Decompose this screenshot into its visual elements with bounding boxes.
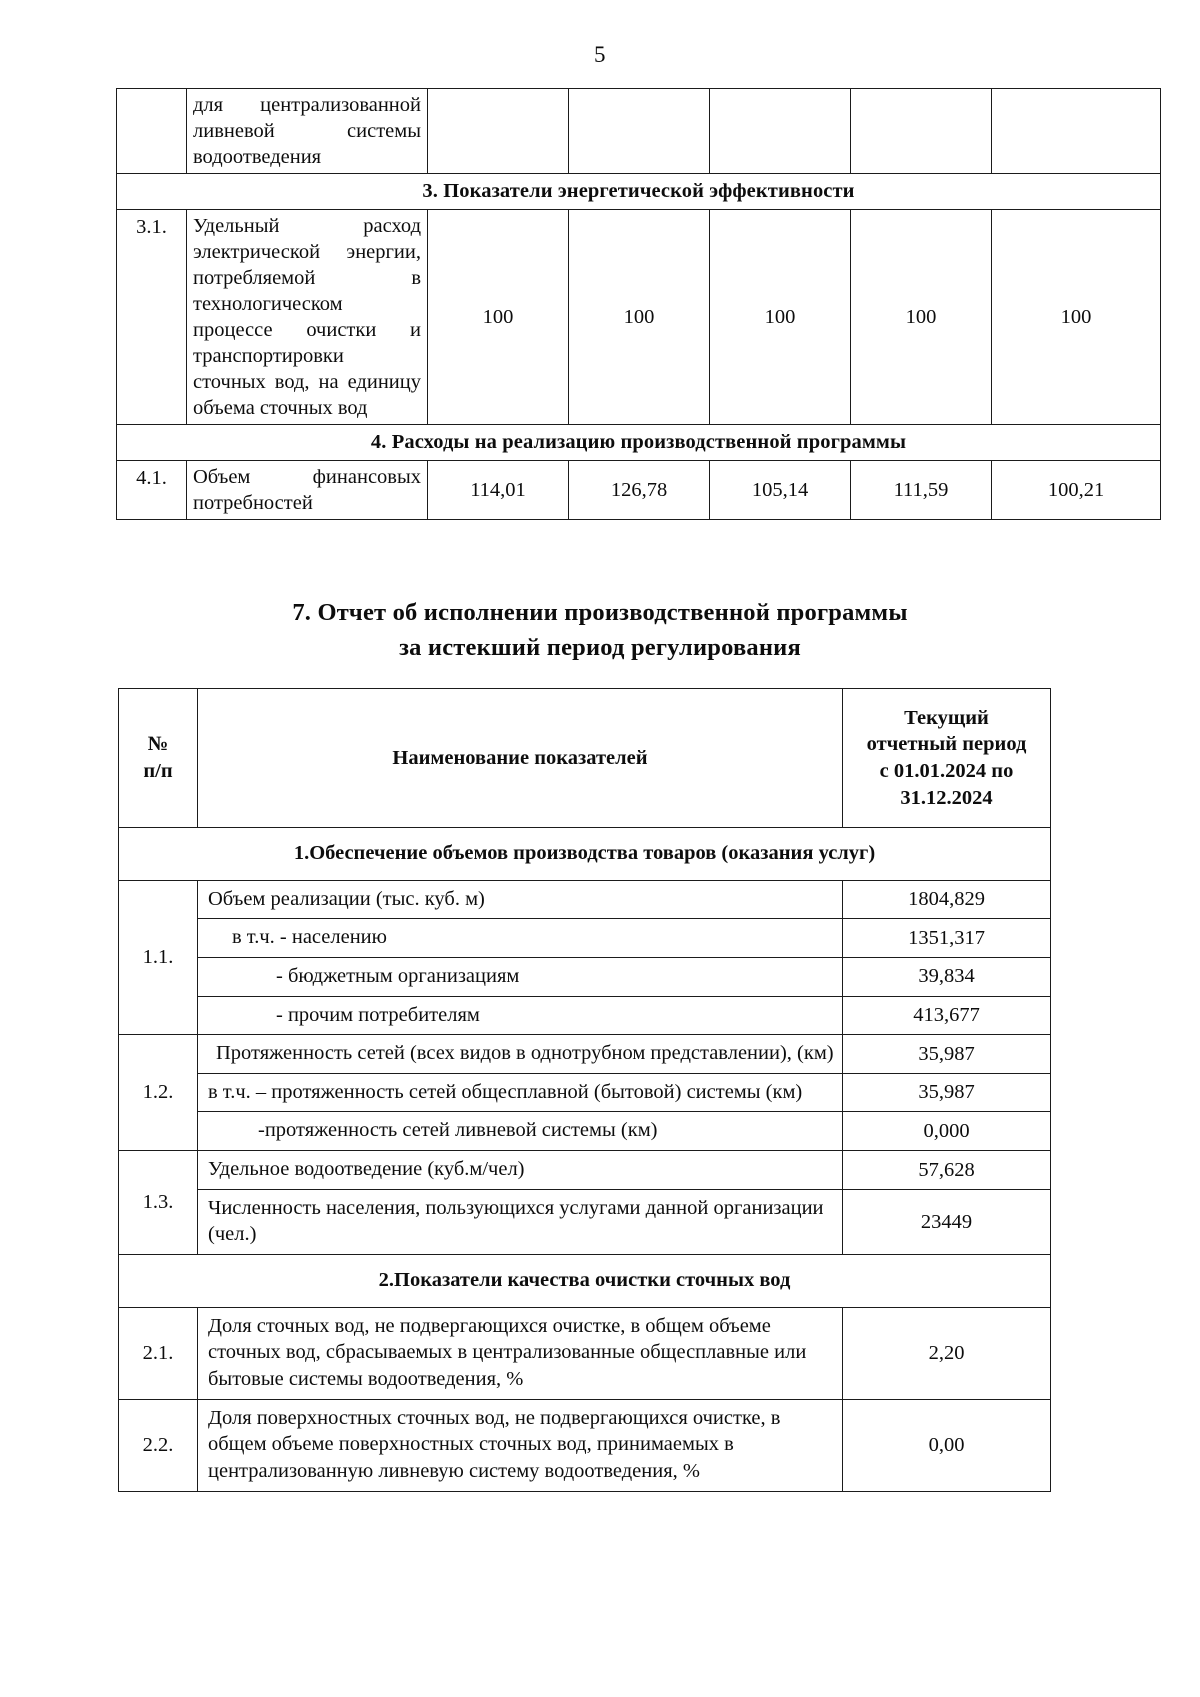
column-header-number-line1: № (147, 733, 169, 756)
table-row (119, 919, 1051, 958)
row-number-cell: 1.3. (119, 1151, 198, 1255)
value-cell: 39,834 (843, 957, 1051, 996)
table-row (119, 1112, 1051, 1151)
heading-line-1: 7. Отчет об исполнении производственной программы (292, 599, 908, 626)
section-header-row (117, 425, 1161, 461)
table-row (119, 957, 1051, 996)
production-program-continuation-table (116, 88, 1161, 520)
indicator-name-cell: Численность населения, пользующихся услугами данной организации (чел.) (198, 1189, 843, 1254)
table-row (119, 880, 1051, 919)
indicator-name-cell: -протяженность сетей ливневой системы (км) (198, 1112, 843, 1151)
value-cell-5: 100,21 (992, 461, 1161, 520)
indicator-name-cell: Объем финансовых потребностей (187, 461, 428, 520)
heading-line-2: за истекший период регулирования (399, 633, 801, 661)
value-cell-2 (569, 89, 710, 174)
value-cell-5 (992, 89, 1161, 174)
section-header-row (119, 828, 1051, 881)
value-cell: 413,677 (843, 996, 1051, 1035)
value-cell: 35,987 (843, 1035, 1051, 1074)
row-number-cell: 3.1. (117, 210, 187, 425)
value-cell-1: 114,01 (428, 461, 569, 520)
value-cell-3: 105,14 (710, 461, 851, 520)
row-number-cell (117, 89, 187, 174)
value-cell-3 (710, 89, 851, 174)
row-number-cell: 2.1. (119, 1307, 198, 1399)
indicator-name-cell: Удельное водоотведение (куб.м/чел) (198, 1151, 843, 1190)
table-row (119, 1073, 1051, 1112)
indicator-name-cell: Протяженность сетей (всех видов в однотрубном представлении), (км) (198, 1035, 843, 1074)
period-line-1: Текущий (904, 706, 989, 729)
value-cell-4: 100 (851, 210, 992, 425)
section-3-title: 3. Показатели энергетической эффективности (117, 174, 1161, 210)
page-number: 5 (594, 42, 606, 67)
indicator-name-cell: - бюджетным организациям (198, 957, 843, 996)
indicator-name-cell: для централизованной ливневой системы водоотведения (187, 89, 428, 174)
table-row (119, 1035, 1051, 1074)
column-header-number-line2: п/п (143, 760, 173, 782)
period-line-4: 31.12.2024 (900, 786, 993, 809)
period-line-2: отчетный период (866, 733, 1027, 756)
value-cell: 1351,317 (843, 919, 1051, 958)
indicator-name-cell: в т.ч. – протяженность сетей общесплавной (бытовой) системы (км) (198, 1073, 843, 1112)
indicator-name-cell: Удельный расход электрической энергии, потребляемой в технологическом процессе очистки и транспортировки сточных вод, на единицу объема сточных вод (187, 210, 428, 425)
section-4-title: 4. Расходы на реализацию производственной программы (117, 425, 1161, 461)
table-row (119, 1307, 1051, 1399)
section-header-row (119, 1255, 1051, 1308)
value-cell: 57,628 (843, 1151, 1051, 1190)
table-row (119, 1151, 1051, 1190)
table-row (117, 89, 1161, 174)
period-line-3: с 01.01.2024 по (879, 760, 1014, 782)
indicator-name-cell: Доля поверхностных сточных вод, не подвергающихся очистке, в общем объеме поверхностных сточных вод, принимаемых в централизованную ливневую систему водоотведения, % (198, 1399, 843, 1491)
section-header-row (117, 174, 1161, 210)
table-row (119, 996, 1051, 1035)
indicator-name-cell: Доля сточных вод, не подвергающихся очистке, в общем объеме сточных вод, сбрасываемых в централизованные общесплавные или бытовые системы водоотведения, % (198, 1307, 843, 1399)
row-number-cell: 4.1. (117, 461, 187, 520)
row-number-cell: 2.2. (119, 1399, 198, 1491)
indicator-name-cell: - прочим потребителям (198, 996, 843, 1035)
column-header-current-period (843, 689, 1051, 828)
indicator-name-cell: Объем реализации (тыс. куб. м) (198, 880, 843, 919)
value-cell: 23449 (843, 1189, 1051, 1254)
program-execution-report-table (118, 688, 1051, 1492)
table-header-row (119, 689, 1051, 828)
row-number-cell: 1.1. (119, 880, 198, 1035)
value-cell-1: 100 (428, 210, 569, 425)
value-cell: 0,00 (843, 1399, 1051, 1491)
report-section-2-title: 2.Показатели качества очистки сточных вод (119, 1255, 1051, 1308)
value-cell: 35,987 (843, 1073, 1051, 1112)
value-cell-4 (851, 89, 992, 174)
column-header-number (119, 689, 198, 828)
column-header-indicator-name: Наименование показателей (198, 689, 843, 828)
value-cell: 0,000 (843, 1112, 1051, 1151)
table-row (117, 210, 1161, 425)
value-cell: 2,20 (843, 1307, 1051, 1399)
section-7-heading (0, 596, 1200, 666)
indicator-name-cell: в т.ч. - населению (198, 919, 843, 958)
value-cell-4: 111,59 (851, 461, 992, 520)
value-cell-2: 100 (569, 210, 710, 425)
table-row (119, 1189, 1051, 1254)
value-cell-5: 100 (992, 210, 1161, 425)
value-cell-2: 126,78 (569, 461, 710, 520)
value-cell-3: 100 (710, 210, 851, 425)
value-cell: 1804,829 (843, 880, 1051, 919)
report-section-1-title: 1.Обеспечение объемов производства товаров (оказания услуг) (119, 828, 1051, 881)
table-row (117, 461, 1161, 520)
table-row (119, 1399, 1051, 1491)
row-number-cell: 1.2. (119, 1035, 198, 1151)
value-cell-1 (428, 89, 569, 174)
